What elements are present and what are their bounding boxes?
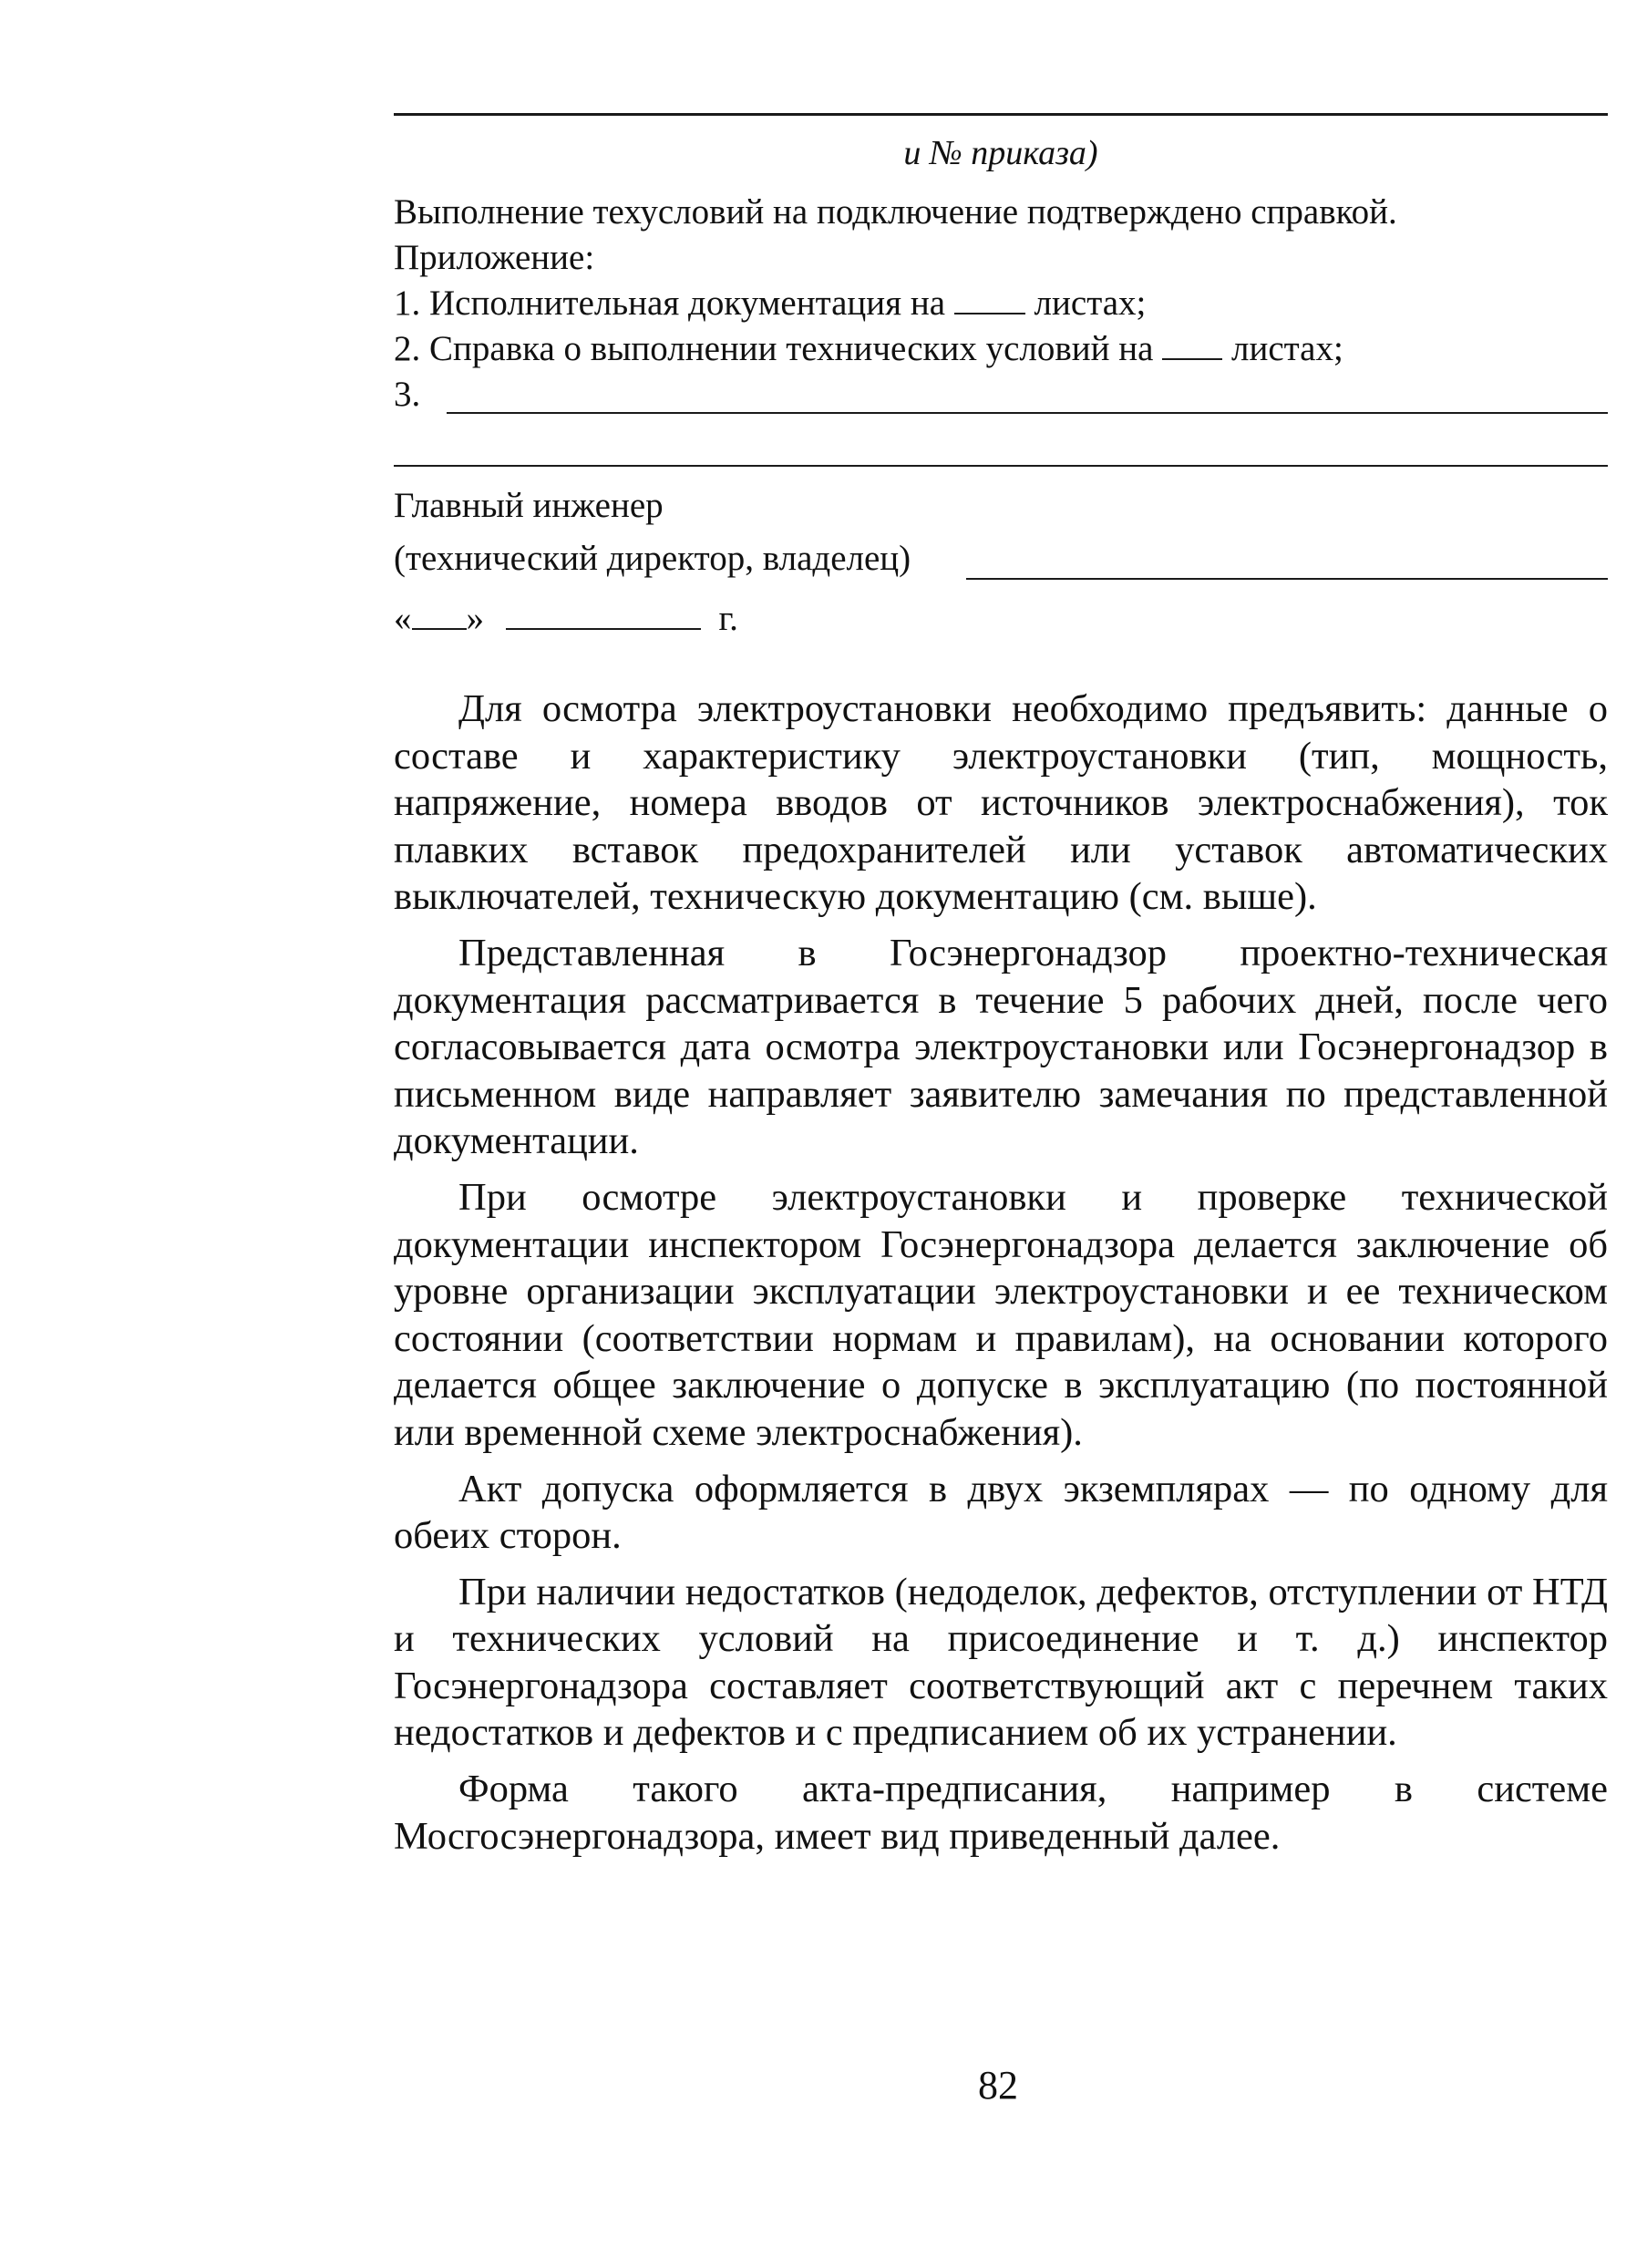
signature-date xyxy=(394,598,738,640)
appendix-item-1 xyxy=(394,283,1146,325)
date-close-quote: » xyxy=(466,599,484,638)
paragraph-form-reference: Форма такого акта-предписания, например в системе Мосгосэнергонадзора, имеет вид приведенный далее. xyxy=(394,1768,1608,1858)
confirmation-line: Выполнение техусловий на подключение подтверждено справкой. xyxy=(394,192,1397,232)
signer-role: (технический директор, владелец) xyxy=(394,539,911,578)
appendix-title: Приложение: xyxy=(394,238,595,277)
page-number: 82 xyxy=(978,2063,1018,2108)
appendix-item-2 xyxy=(394,328,1343,370)
day-blank[interactable] xyxy=(412,601,467,630)
paragraph-review-period: Представленная в Госэнергонадзор проектно-техническая документация рассматривается в течение 5 рабочих дней, после чего согласовывается дата осмотра электроустановки или Госэнергонадзор в письменном виде направляет заявителю замечания по представленной документации. xyxy=(394,931,1608,1163)
body-text xyxy=(394,686,1608,1869)
appendix-item-1-text: 1. Исполнительная документация на xyxy=(394,284,946,323)
appendix-item-3-text: 3. xyxy=(394,375,421,414)
paragraph-deficiencies: При наличии недостатков (недоделок, дефектов, отступлении от НТД и технических условий на присоединение и т. д.) инспектор Госэнергонадзора составляет соответствующий акт с перечнем таких недостатков и дефектов и с предписанием об их устранении. xyxy=(394,1570,1608,1755)
appendix-item-3-blank[interactable] xyxy=(447,412,1608,414)
top-rule xyxy=(394,113,1608,116)
separator-rule xyxy=(394,465,1608,467)
date-open-quote: « xyxy=(394,599,412,638)
signature-blank[interactable] xyxy=(966,578,1608,580)
order-number-caption: и № приказа) xyxy=(903,134,1098,172)
month-blank[interactable] xyxy=(506,601,701,630)
paragraph-admission-act: Акт допуска оформляется в двух экземплярах — по одному для обеих сторон. xyxy=(394,1467,1608,1558)
paragraph-inspection-conclusion: При осмотре электроустановки и проверке технической документации инспектором Госэнергонадзора делается заключение об уровне организации эксплуатации электроустановки и ее техническом состоянии (соответствии нормам и правилам), на основании которого делается общее заключение о допуске в эксплуатацию (по постоянной или временной схеме электроснабжения). xyxy=(394,1175,1608,1454)
appendix-item-2-text: 2. Справка о выполнении технических условий на xyxy=(394,329,1154,368)
appendix-item-3 xyxy=(394,374,420,416)
paragraph-inspection-documents: Для осмотра электроустановки необходимо предъявить: данные о составе и характеристику электроустановки (тип, мощность, напряжение, номера вводов от источников электроснабжения), ток плавких вставок предохранителей или уставок автоматических выключателей, техническую документацию (см. выше). xyxy=(394,687,1608,919)
sheet-count-blank-2[interactable] xyxy=(1162,331,1222,360)
sheet-count-blank-1[interactable] xyxy=(954,285,1025,314)
appendix-item-1-suffix: листах; xyxy=(1034,284,1147,323)
date-year-label: г. xyxy=(718,599,738,638)
signer-title: Главный инженер xyxy=(394,486,664,525)
appendix-item-2-suffix: листах; xyxy=(1230,329,1343,368)
